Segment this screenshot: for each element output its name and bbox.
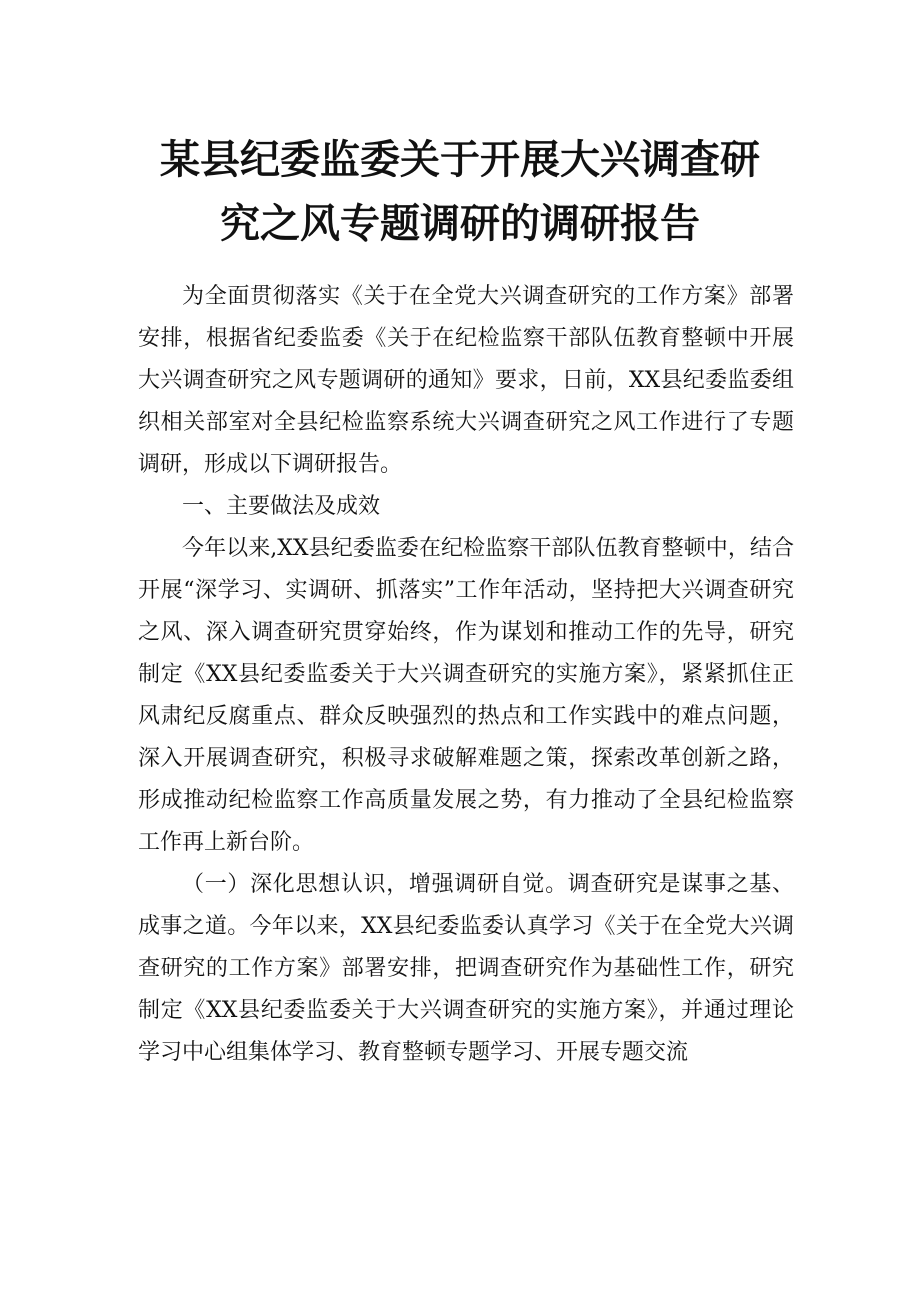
title-line-1: 某县纪委监委关于开展大兴调查研 [160,137,760,183]
intro-paragraph: 为全面贯彻落实《关于在全党大兴调查研究的工作方案》部署安排，根据省纪委监委《关于在纪检监察干部队伍教育整顿中开展大兴调查研究之风专题调研的通知》要求，日前，XX县纪委监委组织相关部室对全县纪检监察系统大兴调查研究之风工作进行了专题调研，形成以下调研报告。 [138,284,794,477]
body-paragraph: 今年以来,XX县纪委监委在纪检监察干部队伍教育整顿中，结合开展“深学习、实调研、抓落实”工作年活动，坚持把大兴调查研究之风、深入调查研究贯穿始终，作为谋划和推动工作的先导，研究制定《XX县纪委监委关于大兴调查研究的实施方案》，紧紧抓住正风肃纪反腐重点、群众反映强烈的热点和工作实践中的难点问题，深入开展调查研究，积极寻求破解难题之策，探索改革创新之路，形成推动纪检监察工作高质量发展之势，有力推动了全县纪检监察工作再上新台阶。 [138,536,794,855]
section-heading: 一、主要做法及成效 [182,494,381,519]
title-line-2: 究之风专题调研的调研报告 [220,201,700,247]
document-body [138,276,794,1074]
document-title [120,128,800,256]
subsection-paragraph: （一）深化思想认识，增强调研自觉。调查研究是谋事之基、成事之道。今年以来，XX县纪委监委认真学习《关于在全党大兴调查研究的工作方案》部署安排，把调查研究作为基础性工作，研究制定《XX县纪委监委关于大兴调查研究的实施方案》，并通过理论学习中心组集体学习、教育整顿专题学习、开展专题交流 [138,872,794,1065]
